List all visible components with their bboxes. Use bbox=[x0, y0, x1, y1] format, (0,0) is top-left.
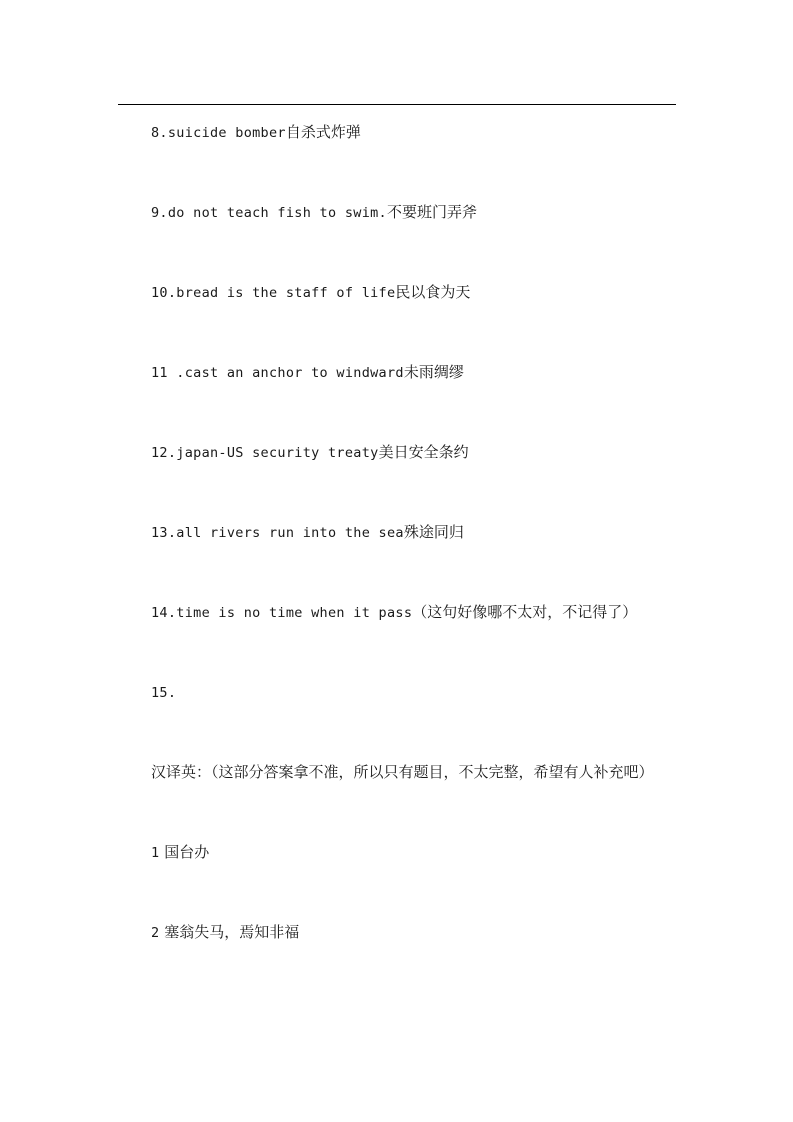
english-phrase: 10.bread is the staff of life bbox=[151, 285, 396, 301]
chinese-translation: 美日安全条约 bbox=[378, 443, 469, 461]
list-item bbox=[151, 442, 469, 463]
list-item bbox=[151, 202, 477, 223]
list-item bbox=[151, 602, 637, 623]
section-heading: 汉译英：（这部分答案拿不准，所以只有题目，不太完整，希望有人补充吧） bbox=[151, 763, 654, 781]
list-item bbox=[151, 282, 470, 303]
list-item bbox=[151, 922, 299, 943]
list-item bbox=[151, 682, 176, 703]
chinese-translation: 殊途同归 bbox=[403, 523, 464, 541]
list-item bbox=[151, 522, 464, 543]
item-number: 2 bbox=[151, 925, 160, 941]
english-phrase: 15. bbox=[151, 685, 177, 701]
english-phrase: 12.japan-US security treaty bbox=[151, 445, 379, 461]
chinese-phrase: 塞翁失马，焉知非福 bbox=[164, 923, 300, 941]
chinese-translation: 民以食为天 bbox=[395, 283, 471, 301]
english-phrase: 9.do not teach fish to swim. bbox=[151, 205, 387, 221]
english-phrase: 8.suicide bomber bbox=[151, 125, 286, 141]
header-rule bbox=[118, 104, 676, 105]
english-phrase: 11 .cast an anchor to windward bbox=[151, 365, 404, 381]
chinese-translation: 未雨绸缪 bbox=[403, 363, 464, 381]
chinese-translation: 不要班门弄斧 bbox=[386, 203, 477, 221]
english-phrase: 14.time is no time when it pass bbox=[151, 605, 413, 621]
list-item bbox=[151, 122, 361, 143]
chinese-translation: （这句好像哪不太对，不记得了） bbox=[412, 603, 638, 621]
list-item bbox=[151, 842, 209, 863]
item-number: 1 bbox=[151, 845, 160, 861]
chinese-translation: 自杀式炸弹 bbox=[285, 123, 361, 141]
english-phrase: 13.all rivers run into the sea bbox=[151, 525, 404, 541]
list-item bbox=[151, 362, 464, 383]
chinese-phrase: 国台办 bbox=[164, 843, 210, 861]
